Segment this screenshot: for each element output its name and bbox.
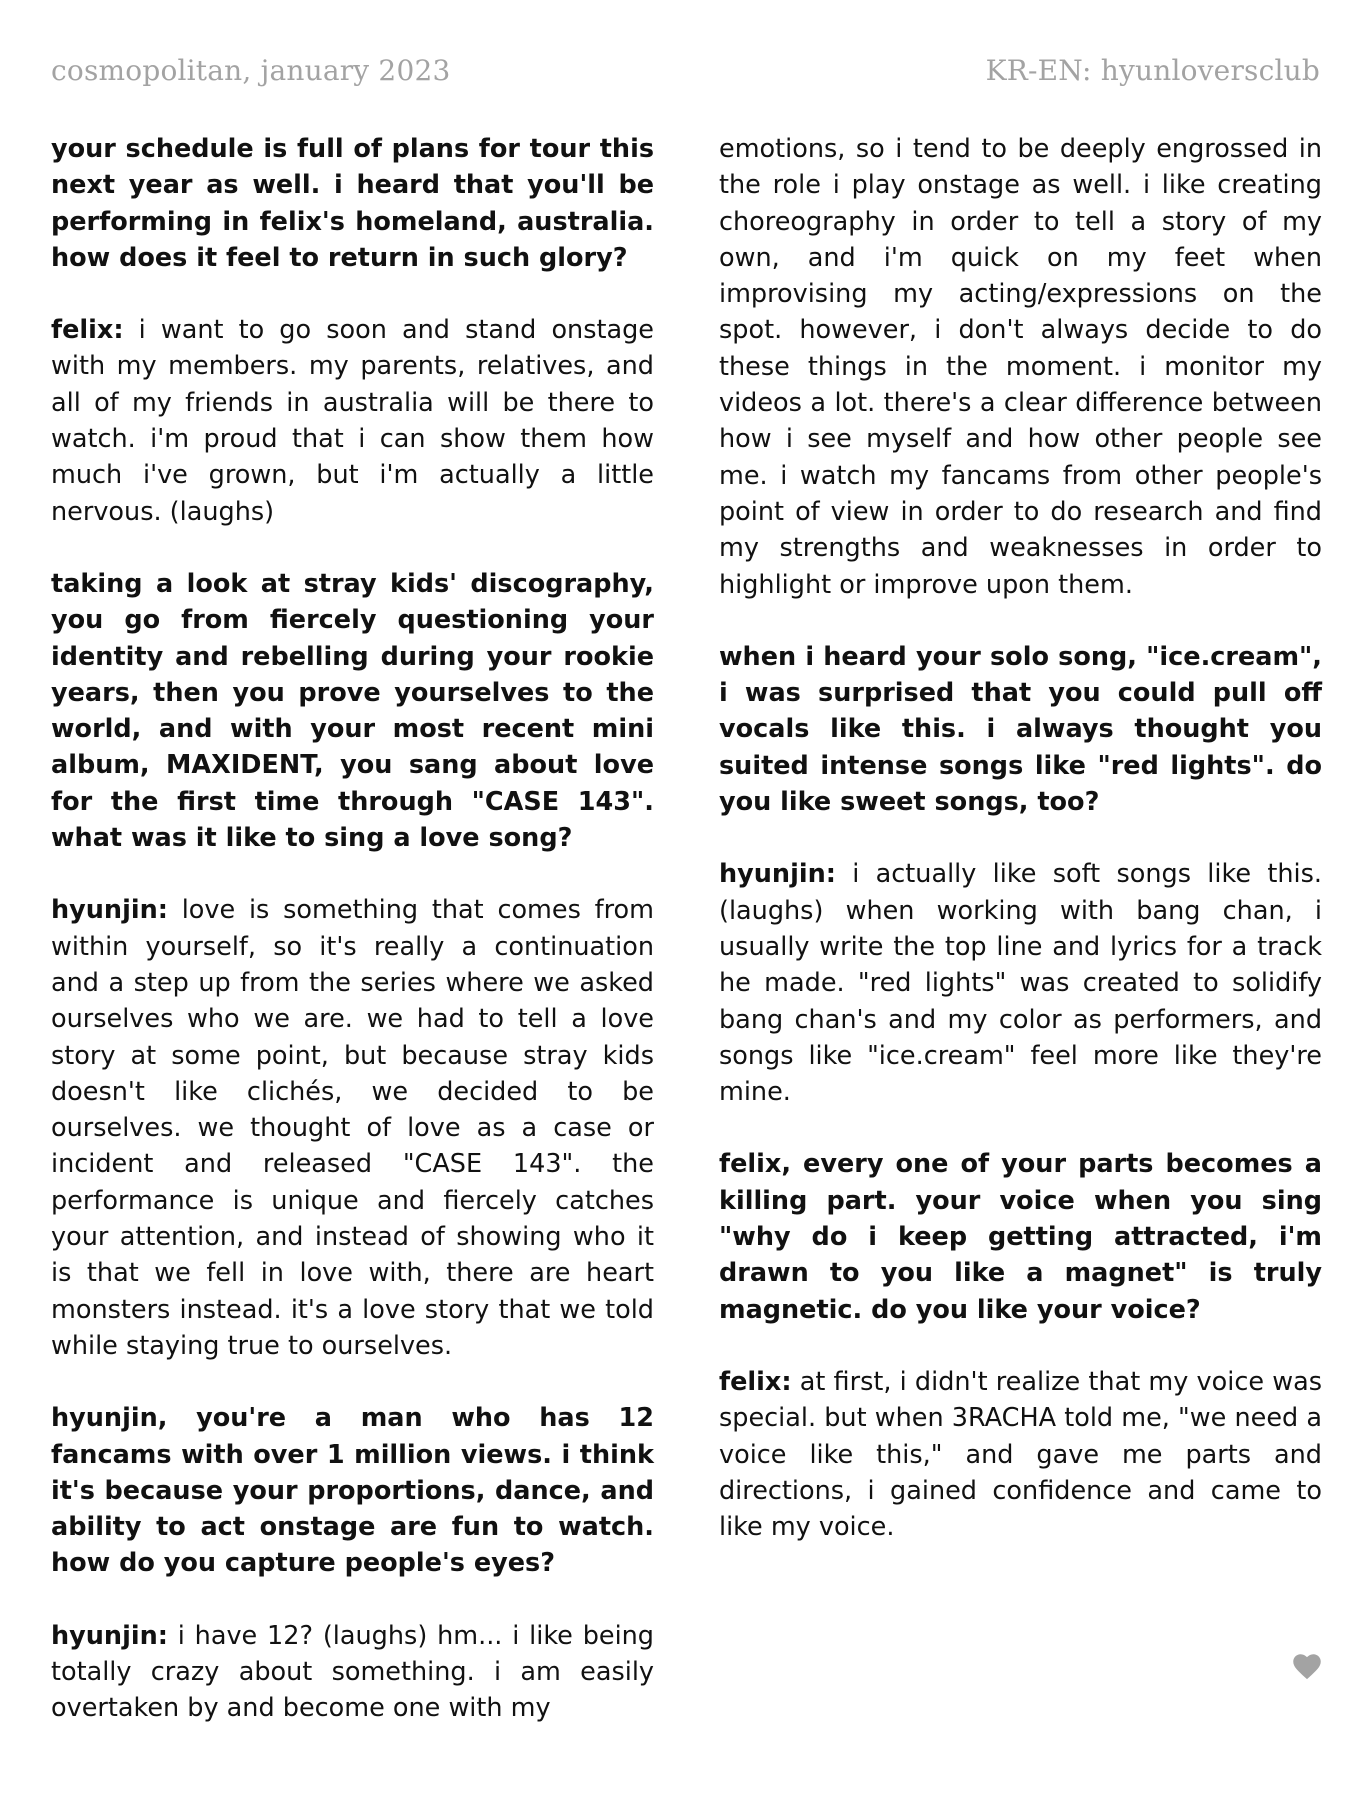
answer-text: i actually like soft songs like this. (laughs) when working with bang chan, i usually write the top line and lyrics for a track he made. "red lights" was created to solidify bang chan's and my color as performers, and songs like "ice.cream" feel more like they're mine. (719, 859, 1322, 1108)
heart-icon (1292, 1652, 1322, 1680)
answer-text: at first, i didn't realize that my voice was special. but when 3RACHA told me, "we need a voice like this," and gave me parts and directions, i gained confidence and came to like my voice. (719, 1366, 1322, 1543)
answer-felix-tour (51, 312, 654, 530)
speaker-label: hyunjin: (719, 859, 836, 890)
answer-hyunjin-love-song (51, 892, 654, 1364)
answer-hyunjin-solo-song (719, 856, 1322, 1110)
speaker-label: hyunjin: (51, 1620, 168, 1651)
left-column (51, 131, 654, 1727)
answer-hyunjin-fancams (51, 1618, 654, 1727)
speaker-label: hyunjin: (51, 895, 168, 926)
question-fancams: hyunjin, you're a man who has 12 fancams with over 1 million views. i think it's because your proportions, dance, and ability to act onstage are fun to watch. how do you capture people's eyes? (51, 1403, 654, 1579)
header-publication: cosmopolitan, january 2023 (51, 54, 451, 87)
speaker-label: felix: (51, 315, 124, 346)
question-felix-voice: felix, every one of your parts becomes a killing part. your voice when you sing "why do i keep getting attracted, i'm drawn to you like a magnet" is truly magnetic. do you like your voice? (719, 1149, 1322, 1325)
answer-felix-voice (719, 1364, 1322, 1545)
header-credit: KR-EN: hyunloversclub (985, 54, 1320, 87)
answer-text: love is something that comes from within yourself, so it's really a continuation and a step up from the series where we asked ourselves who we are. we had to tell a love story at some point, but because stray kids doesn't like clichés, we decided to be ourselves. we thought of love as a case or incident and released "CASE 143". the performance is unique and fiercely catches your attention, and instead of showing who it is that we fell in love with, there are heart monsters instead. it's a love story that we told while staying true to ourselves. (51, 895, 654, 1361)
speaker-label: felix: (719, 1366, 792, 1397)
heart-shape (1293, 1654, 1321, 1679)
answer-hyunjin-fancams-continued: emotions, so i tend to be deeply engrossed in the role i play onstage as well. i like creating choreography in order to tell a story of my own, and i'm quick on my feet when improvising my acting/expressions on the spot. however, i don't always decide to do these things in the moment. i monitor my videos a lot. there's a clear difference between how i see myself and how other people see me. i watch my fancams from other people's point of view in order to do research and find my strengths and weaknesses in order to highlight or improve upon them. (719, 134, 1322, 600)
answer-text: i have 12? (laughs) hm... i like being totally crazy about something. i am easily overtaken by and become one with my (51, 1620, 654, 1724)
question-discography: taking a look at stray kids' discography, you go from fiercely questioning your identity and rebelling during your rookie years, then you prove yourselves to the world, and with your most recent mini album, MAXIDENT, you sang about love for the first time through "CASE 143". what was it like to sing a love song? (51, 568, 654, 854)
question-solo-song: when i heard your solo song, "ice.cream", i was surprised that you could pull off vocals like this. i always thought you suited intense songs like "red lights". do you like sweet songs, too? (719, 641, 1322, 818)
answer-text: i want to go soon and stand onstage with my members. my parents, relatives, and all of my friends in australia will be there to watch. i'm proud that i can show them how much i've grown, but i'm actually a little nervous. (laughs) (51, 315, 654, 527)
right-column (719, 131, 1322, 1545)
question-tour: your schedule is full of plans for tour this next year as well. i heard that you'll be performing in felix's homeland, australia. how does it feel to return in such glory? (51, 134, 654, 273)
